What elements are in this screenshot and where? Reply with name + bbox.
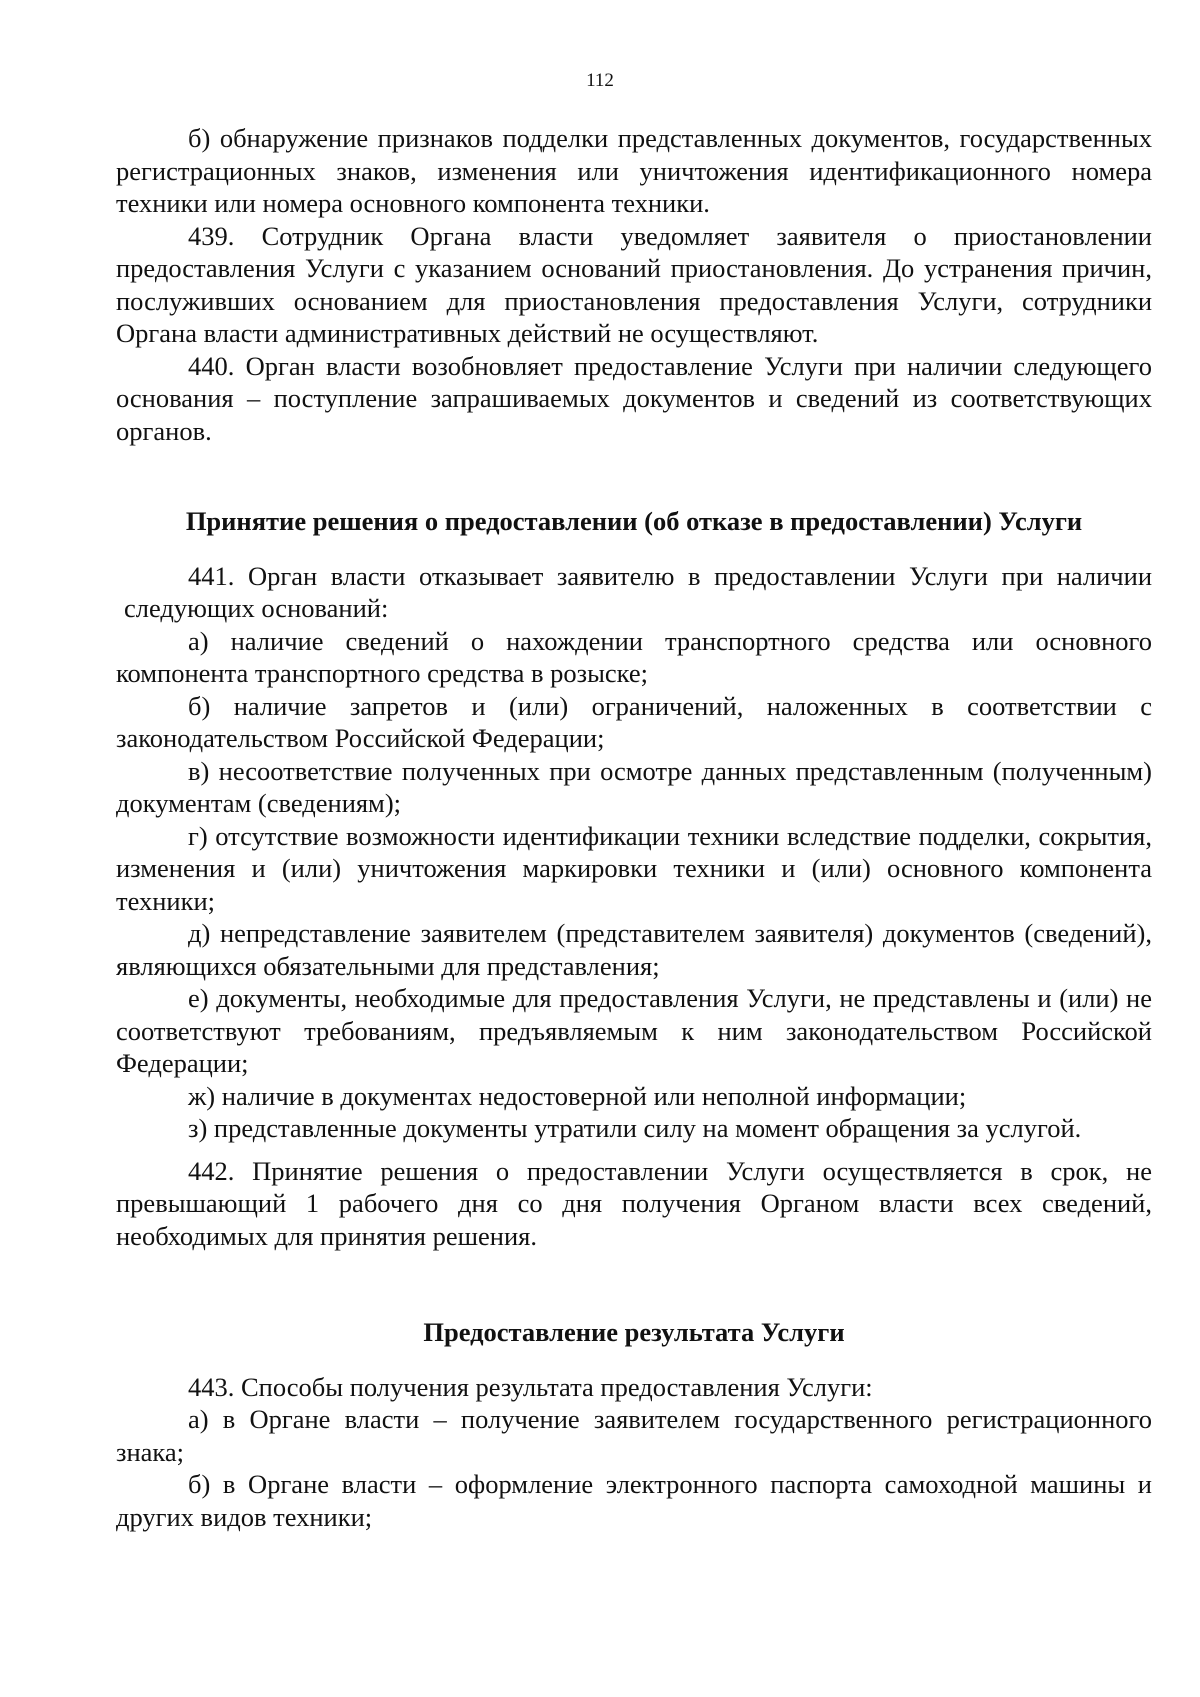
list-item-zh: ж) наличие в документах недостоверной или неполной информации; <box>188 1080 967 1111</box>
list-item-d: д) непредставление заявителем (представителем заявителя) документов (сведений), являющихся обязательными для представления; <box>116 918 1152 981</box>
paragraph-b-forgery: б) обнаружение признаков подделки представленных документов, государственных регистрационных знаков, изменения или уничтожения идентификационного номера техники или номера основного компонента техники. <box>116 123 1152 218</box>
section-heading-result: Предоставление результата Услуги <box>423 1317 845 1347</box>
paragraph-439: 439. Сотрудник Органа власти уведомляет заявителя о приостановлении предоставления Услуги с указанием оснований приостановления. До устранения причин, послуживших основанием для приостановления предоставления Услуги, сотрудники Органа власти административных действий не осуществляют. <box>116 220 1152 348</box>
paragraph-440: 440. Орган власти возобновляет предоставление Услуги при наличии следующего основания – поступление запрашиваемых документов и сведений из соответствующих органов. <box>116 350 1152 446</box>
paragraph-441-line1: 441. Орган власти отказывает заявителю в предоставлении Услуги при наличии <box>188 560 1152 591</box>
page-number: 112 <box>586 70 614 91</box>
paragraph-443: 443. Способы получения результата предоставления Услуги: <box>188 1371 873 1402</box>
paragraph-441-line2: следующих оснований: <box>124 593 389 623</box>
list-item-a: а) наличие сведений о нахождении транспортного средства или основного компонента транспортного средства в розыске; <box>116 625 1152 688</box>
section-heading-decision: Принятие решения о предоставлении (об отказе в предоставлении) Услуги <box>185 506 1083 536</box>
list-item-b: б) наличие запретов и (или) ограничений, наложенных в соответствии с законодательством Российской Федерации; <box>116 690 1152 753</box>
list-item-e: е) документы, необходимые для предоставления Услуги, не представлены и (или) не соответствуют требованиям, предъявляемым к ним законодательством Российской Федерации; <box>116 983 1152 1078</box>
list-item-z: з) представленные документы утратили силу на момент обращения за услугой. <box>188 1113 1082 1143</box>
paragraph-442: 442. Принятие решения о предоставлении Услуги осуществляется в срок, не превышающий 1 рабочего дня со дня получения Органом власти всех сведений, необходимых для принятия решения. <box>116 1155 1152 1251</box>
list-item-v: в) несоответствие полученных при осмотре данных представленным (полученным) документам (сведениям); <box>116 755 1152 818</box>
document-body <box>116 122 1152 1533</box>
result-item-a: а) в Органе власти – получение заявителем государственного регистрационного знака; <box>116 1404 1152 1467</box>
result-item-b: б) в Органе власти – оформление электронного паспорта самоходной машины и других видов техники; <box>116 1469 1152 1532</box>
list-item-g: г) отсутствие возможности идентификации техники вследствие подделки, сокрытия, изменения и (или) уничтожения маркировки техники и (или) основного компонента техники; <box>116 820 1152 916</box>
